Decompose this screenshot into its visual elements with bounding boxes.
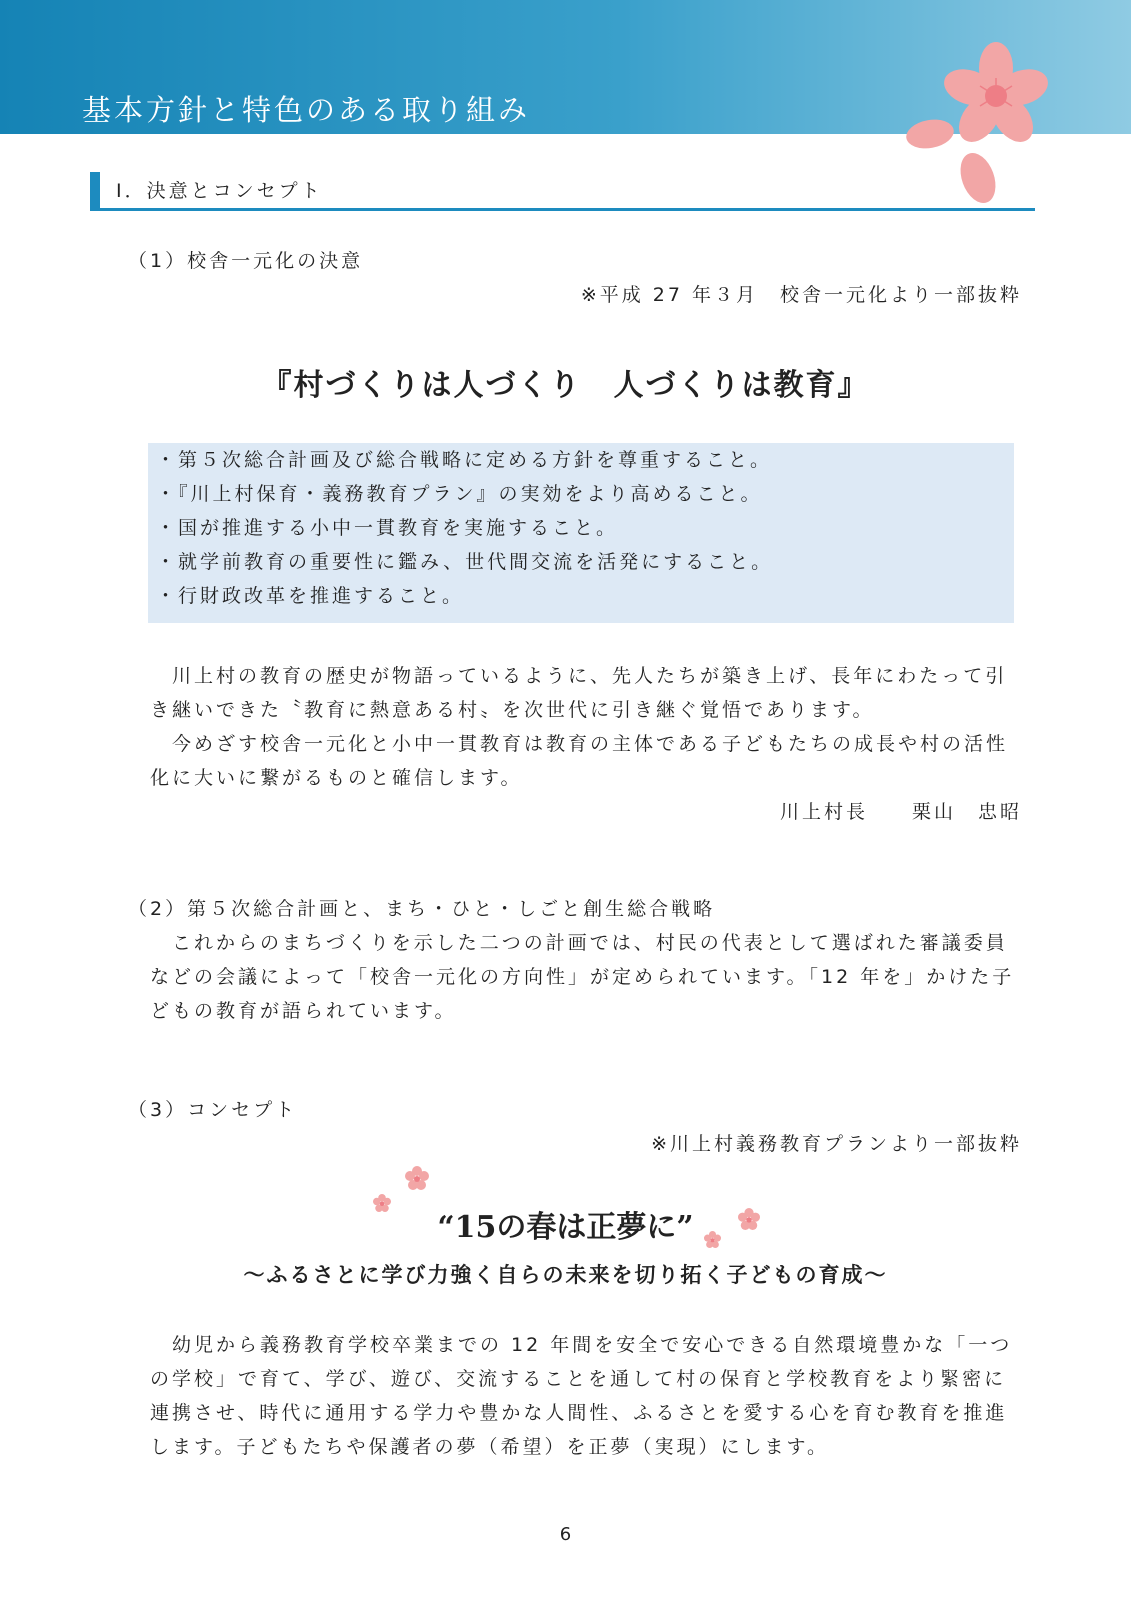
section-bar bbox=[90, 172, 100, 210]
small-blossom-icon bbox=[405, 1166, 429, 1190]
signature: 川上村長 栗山 忠昭 bbox=[779, 801, 1022, 823]
policy-item: ・行財政改革を推進すること。 bbox=[156, 585, 465, 607]
paragraph-line: 幼児から義務教育学校卒業までの 12 年間を安全で安心できる自然環境豊かな「一つ bbox=[150, 1334, 1013, 1356]
paragraph-line: き継いできた〝教育に熱意ある村〟を次世代に引き継ぐ覚悟であります。 bbox=[150, 699, 875, 721]
policy-item: ・『川上村保育・義務教育プラン』の実効をより高めること。 bbox=[156, 483, 763, 505]
paragraph-line: これからのまちづくりを示した二つの計画では、村民の代表として選ばれた審議委員 bbox=[150, 932, 1008, 954]
page-number: 6 bbox=[559, 1524, 572, 1545]
paragraph-line: などの会議によって「校舎一元化の方向性」が定められています。「12 年を」かけた子 bbox=[150, 966, 1015, 988]
part3-heading: （3）コンセプト bbox=[128, 1099, 298, 1121]
paragraph-line: します。子どもたちや保護者の夢（希望）を正夢（実現）にします。 bbox=[150, 1436, 829, 1458]
part2-heading: （2）第５次総合計画と、まち・ひと・しごと創生総合戦略 bbox=[128, 898, 716, 920]
paragraph-line: 化に大いに繋がるものと確信します。 bbox=[150, 767, 523, 789]
page-title: 基本方針と特色のある取り組み bbox=[82, 93, 531, 127]
section-heading-text: Ⅰ．決意とコンセプト bbox=[116, 180, 323, 202]
paragraph-line: 川上村の教育の歴史が物語っているように、先人たちが築き上げ、長年にわたって引 bbox=[150, 665, 1008, 687]
motto: 『村づくりは人づくり 人づくりは教育』 bbox=[261, 368, 870, 403]
paragraph-line: 今めざす校舎一元化と小中一貫教育は教育の主体である子どもたちの成長や村の活性 bbox=[150, 733, 1009, 755]
part1-source: ※平成 27 年３月 校舎一元化より一部抜粋 bbox=[580, 284, 1022, 306]
policy-box bbox=[148, 443, 1014, 623]
paragraph-line: 連携させ、時代に通用する学力や豊かな人間性、ふるさとを愛する心を育む教育を推進 bbox=[150, 1402, 1008, 1424]
section-heading bbox=[90, 172, 1035, 211]
policy-item: ・就学前教育の重要性に鑑み、世代間交流を活発にすること。 bbox=[156, 551, 774, 573]
part1-heading: （1）校舎一元化の決意 bbox=[128, 250, 364, 272]
policy-item: ・国が推進する小中一貫教育を実施すること。 bbox=[156, 517, 619, 539]
paragraph-line: どもの教育が語られています。 bbox=[150, 1000, 457, 1022]
concept-title: “15の春は正夢に” bbox=[437, 1210, 694, 1245]
paragraph-line: の学校」で育て、学び、遊び、交流することを通して村の保育と学校教育をより緊密に bbox=[150, 1368, 1007, 1390]
policy-item: ・第５次総合計画及び総合戦略に定める方針を尊重すること。 bbox=[156, 449, 773, 471]
part3-source: ※川上村義務教育プランより一部抜粋 bbox=[651, 1133, 1022, 1155]
concept-subtitle: ～ふるさとに学び力強く自らの未来を切り拓く子どもの育成～ bbox=[243, 1262, 888, 1287]
